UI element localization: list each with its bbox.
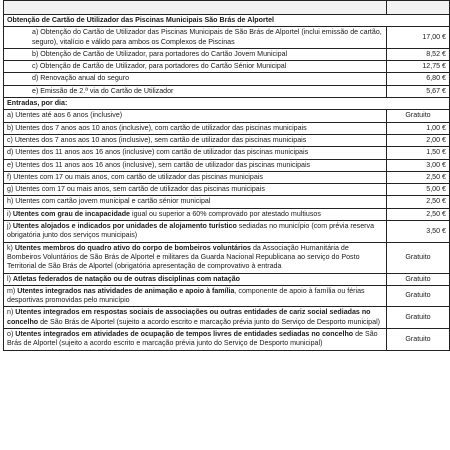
- section-2-row-b-text: [4, 122, 387, 134]
- row-text-plain-tail: sediadas no município (com prévia reserva obrigatória junto dos serviços municipais): [7, 222, 375, 240]
- section-1-row-a: [4, 27, 450, 49]
- header-strip-cell: [4, 1, 387, 15]
- row-text-bold: Utentes membros do quadro ativo do corpo de bombeiros voluntários: [14, 243, 251, 252]
- row-text-plain-tail: de São Brás de Alportel (sujeito a acordo escrito e marcação prévia junto do Serviço de Desporto municipal): [7, 330, 378, 348]
- section-1-row-e-text: e) Emissão de 2.ª via do Cartão de Utilizador: [4, 85, 387, 97]
- header-strip-price-cell: [387, 1, 450, 15]
- section-2-row-f-price: 2,50 €: [387, 171, 450, 183]
- section-2-row-h: [4, 196, 450, 208]
- section-2-row-a-text: [4, 110, 387, 122]
- section-1-row-c: [4, 61, 450, 73]
- section-2-title: Entradas, por dia:: [4, 98, 450, 110]
- row-text-plain: i): [7, 209, 13, 218]
- section-1-row-a-text: a) Obtenção do Cartão de Utilizador das Piscinas Municipais de São Brás de Alportel (inclui emissão de cartão, seguro), vitalício e válido para ambos os Complexos de Piscinas: [4, 27, 387, 49]
- section-1-row-a-price: 17,00 €: [387, 27, 450, 49]
- section-2-row-e-price: 3,00 €: [387, 159, 450, 171]
- section-2-row-j: [4, 221, 450, 243]
- row-text-plain: b) Utentes dos 7 anos aos 10 anos (inclusive), com cartão de utilizador das piscinas municipais: [7, 123, 307, 132]
- section-1-row-b: [4, 48, 450, 60]
- row-text-plain: h) Utentes com cartão jovem municipal e cartão sénior municipal: [7, 197, 211, 206]
- section-2-row-c-price: 2,00 €: [387, 134, 450, 146]
- section-1-row-e-price: 5,67 €: [387, 85, 450, 97]
- section-2-row-j-price: 3,50 €: [387, 221, 450, 243]
- section-1-row-b-price: 8,52 €: [387, 48, 450, 60]
- section-2-row-h-price: 2,50 €: [387, 196, 450, 208]
- row-text-plain: e) Utentes dos 11 anos aos 16 anos (inclusive), sem cartão de utilizador das piscinas municipais: [7, 160, 311, 169]
- section-2-row-i: [4, 208, 450, 220]
- row-text-bold: Utentes com grau de incapacidade: [12, 209, 131, 218]
- section-2-row-e: [4, 159, 450, 171]
- section-2-row-m: [4, 285, 450, 307]
- section-1-row-d-text: d) Renovação anual do seguro: [4, 73, 387, 85]
- row-text-bold: Utentes integrados nas atividades de animação e apoio à família: [17, 286, 235, 295]
- section-2-row-g: [4, 184, 450, 196]
- section-2-row-f: [4, 171, 450, 183]
- section-2-row-k-text: [4, 242, 387, 273]
- section-2-row-a: [4, 110, 450, 122]
- section-1-row-b-text: b) Obtenção de Cartão de Utilizador, para portadores do Cartão Jovem Municipal: [4, 48, 387, 60]
- section-2-row-l-text: [4, 273, 387, 285]
- section-2-row-n-price: Gratuito: [387, 307, 450, 329]
- section-2-row-k: [4, 242, 450, 273]
- section-2-row-c: [4, 134, 450, 146]
- section-2-title-row: [4, 98, 450, 110]
- section-1-row-e: [4, 85, 450, 97]
- section-2-row-l: [4, 273, 450, 285]
- section-1-title-row: [4, 15, 450, 27]
- header-strip-row: [4, 1, 450, 15]
- section-2-row-k-price: Gratuito: [387, 242, 450, 273]
- section-2-row-n: [4, 307, 450, 329]
- row-text-plain: f) Utentes com 17 ou mais anos, com cartão de utilizador das piscinas municipais: [7, 172, 263, 181]
- section-1-title: Obtenção de Cartão de Utilizador das Piscinas Municipais São Brás de Alportel: [4, 15, 450, 27]
- section-2-row-g-text: [4, 184, 387, 196]
- section-2-row-l-price: Gratuito: [387, 273, 450, 285]
- section-2-row-i-text: [4, 208, 387, 220]
- section-2-row-g-price: 5,00 €: [387, 184, 450, 196]
- row-text-plain: m): [7, 286, 18, 295]
- row-text-plain-tail: , componente de apoio à família ou férias desportivas promovidas pelo município: [7, 286, 365, 305]
- section-2-row-o-price: Gratuito: [387, 329, 450, 351]
- price-table: [3, 0, 450, 351]
- section-2-row-n-text: [4, 307, 387, 329]
- row-text-plain: n): [7, 308, 16, 317]
- section-2-row-j-text: [4, 221, 387, 243]
- section-2-row-b-price: 1,00 €: [387, 122, 450, 134]
- row-text-plain: k): [7, 243, 15, 252]
- section-2-row-b: [4, 122, 450, 134]
- section-1-row-c-price: 12,75 €: [387, 61, 450, 73]
- section-2-row-m-price: Gratuito: [387, 285, 450, 307]
- row-text-bold: Utentes alojados e indicados por unidades de alojamento turístico: [12, 222, 237, 231]
- section-2-row-d: [4, 147, 450, 159]
- row-text-bold: Atletas federados de natação ou de outras disciplinas com natação: [12, 274, 240, 283]
- row-text-plain: l): [7, 274, 13, 283]
- row-text-bold: Utentes integrados em respostas sociais de associações ou outras entidades de cariz social sediadas no concelho: [7, 308, 371, 326]
- row-text-plain: j): [7, 222, 13, 231]
- section-1-row-c-text: c) Obtenção de Cartão de Utilizador, para portadores do Cartão Sénior Municipal: [4, 61, 387, 73]
- section-2-row-m-text: [4, 285, 387, 307]
- row-text-plain: a) Utentes até aos 6 anos (inclusive): [7, 111, 123, 120]
- row-text-plain-tail: de São Brás de Alportel (sujeito a acordo escrito e marcação prévia junto do Serviço de Desporto municipal): [38, 317, 381, 326]
- section-2-row-i-price: 2,50 €: [387, 208, 450, 220]
- row-text-plain: g) Utentes com 17 ou mais anos, sem cartão de utilizador das piscinas municipais: [7, 185, 265, 194]
- row-text-plain-tail: igual ou superior a 60% comprovado por atestado multiusos: [130, 209, 321, 218]
- section-2-row-a-price: Gratuito: [387, 110, 450, 122]
- section-2-row-d-price: 1,50 €: [387, 147, 450, 159]
- row-text-plain: d) Utentes dos 11 anos aos 16 anos (inclusive) com cartão de utilizador das piscinas municipais: [7, 148, 309, 157]
- section-2-row-e-text: [4, 159, 387, 171]
- section-2-row-o-text: [4, 329, 387, 351]
- row-text-bold: Utentes integrados em atividades de ocupação de tempos livres de entidades sediadas no concelho: [15, 330, 354, 339]
- row-text-plain: o): [7, 330, 16, 339]
- section-1-row-d: [4, 73, 450, 85]
- section-1-row-d-price: 6,80 €: [387, 73, 450, 85]
- section-2-row-h-text: [4, 196, 387, 208]
- section-2-row-f-text: [4, 171, 387, 183]
- section-2-row-o: [4, 329, 450, 351]
- row-text-plain: c) Utentes dos 7 anos aos 10 anos (inclusive), sem cartão de utilizador das piscinas municipais: [7, 135, 307, 144]
- row-text-plain-tail: da Associação Humanitária de Bombeiros Voluntários de São Brás de Alportel e militares da Guarda Nacional Republicana ao serviço do Posto Territorial de São Brás de Alportel (obrigatória apresentação de comprovativo à entrada: [7, 243, 360, 271]
- section-2-row-c-text: [4, 134, 387, 146]
- section-2-row-d-text: [4, 147, 387, 159]
